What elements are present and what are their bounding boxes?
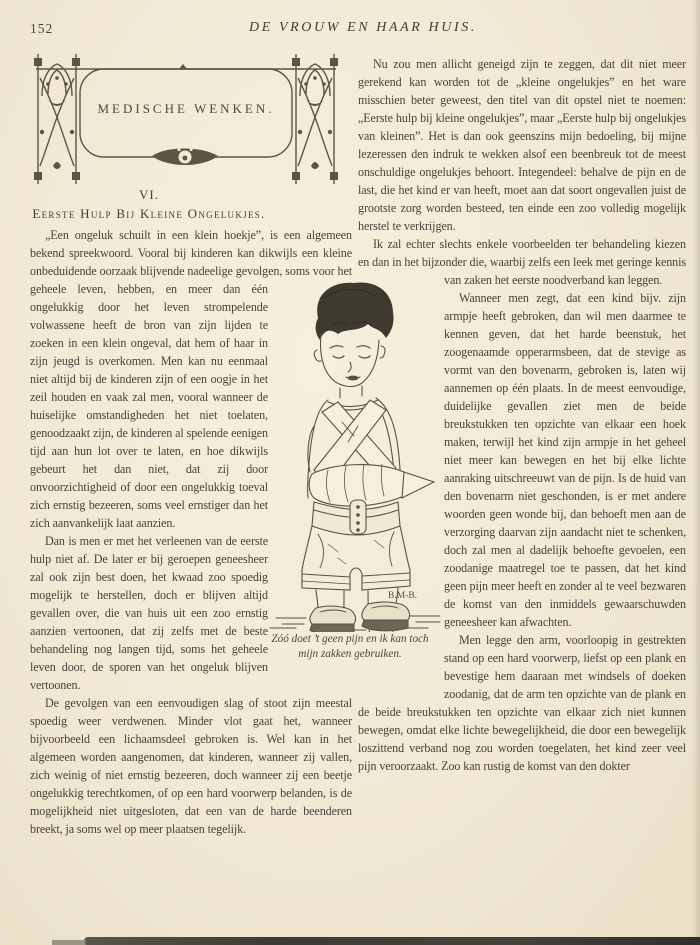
section-title: Eerste Hulp Bij Kleine Ongelukjes. [32,206,266,221]
paragraph: Dan is men er met het verleenen van de eerste hulp niet af. De later er bij geroepen geneesheer zal ook zijn best doen, het kwaad zoo spoedig mogelijk te herstellen, doch er blijven altijd gevallen over, die van huis uit een zoo ernstig aanzien vertoonen, dat zij zelfs met de beste behandeling nog langen tijd, soms het geheele leven door, de sporen van het ongeluk blijven vertoonen. [30,534,268,692]
masthead-box [28,54,344,186]
scan-artifact-strip-small [52,940,86,945]
scan-artifact-strip [84,937,700,945]
paragraph: Men legge den arm, voorloopig in gestrekten stand op een hard voorwerp, liefst op een plank en bevestige hem daaraan met windsels of doeken zoodanig, dat de arm ten opzichte van de plank en de beide breukstukken ten opzichte van elkaar zich niet kunnen bewegen, omdat elke lichte bewegelijkheid, die door een bewegelijk loszittend verband nog zou worden toegelaten, het kind zeer veel pijn veroorzaakt. Zoo kan rustig de komst van den dokter [358,633,686,773]
paragraph: De gevolgen van een eenvoudigen slag of stoot zijn meestal spoedig weer verdwenen. Minder vlot gaat het, wanneer bijvoorbeeld een lichaamsdeel gebroken is. Wel kan in het algemeen worden aangenomen, dat kinderen, wanneer zij vallen, zich weinig of niet ernstig bezeeren, doch wanneer zij een beetje ongelukkig terechtkomen, of op een hard voorwerp belanden, is de mogelijkheid niet uitgesloten, dat een van de harde beenderen breekt, ja soms wel op meer plaatsen tegelijk. [30,696,352,836]
scan-edge-shadow [693,0,700,945]
paragraph: Nu zou men allicht geneigd zijn te zeggen, dat dit niet meer gerekend kan worden tot de „kleine ongelukjes” en het ware misschien beter geweest, den titel van dit opstel niet te noemen: „Eerste hulp bij kleine ongelukjes”, maar „Eerste hulp bij ongelukjes van kleinen”. Het is dan ook geenszins mijn bedoeling, bij mijne lezeressen den indruk te wekken alsof een beenbreuk tot de meest onschuldige ongelukjes behoort. Integendeel: behalve de pijn en de last, die het kind er van heeft, moet aan dat soort ongevallen juist de grootste zorg worden besteed, ten einde een zoo volledig mogelijk herstel te verkrijgen. [358,57,686,233]
boy-with-sling-illustration [258,276,450,632]
journal-title: DE VROUW EN HAAR HUIS. [249,20,477,35]
section-number: VI. [139,187,159,202]
illustration-signature: B.M-B. [388,591,418,601]
masthead-title: MEDISCHE WENKEN. [97,101,275,116]
paragraph: Wanneer men zegt, dat een kind bijv. zijn armpje heeft gebroken, dan wil men daarmee te kennen geven, dat het harde beenstuk, het zoogenaamde opperarmsbeen, dat de stevige as vormt van den bovenarm, gebroken is, laten wij aannemen op één plaats. In de meest eenvoudige, duidelijke gevallen ziet men de beide breukstukken ten opzichte van elkaar een hoek maken, terwijl het kind zijn armpje in het geheel niet meer kan bewegen en het bij elke lichte aanraking uitschreeuwt van de pijn. Is de huid van den bovenarm niet geschonden, is er met andere woorden geen wonde bij, dan behoeft men aan de verzorging daarvan zijn aandacht niet te schenken, doch zal men al dadelijk behoefte gevoelen, een zoodanige maatregel toe te passen, dat het kind geen pijn meer heeft en zonder al te veel bezwaren de komst van den inmiddels gewaarschuwden geneesheer kan afwachten. [444,291,686,629]
ornament-frame-icon [28,54,344,186]
paragraph: Ik zal echter slechts enkele voorbeelden ter behandeling kiezen en dan in het bijzonder die, waarbij zelfs een leek met geringe kennis van zaken het eerste noodverband kan leggen. [358,237,686,287]
illustration-caption: Zóó doet ’t geen pijn en ik kan toch mijn zakken gebruiken. [271,633,429,660]
paragraph: „Een ongeluk schuilt in een klein hoekje”, is een algemeen bekend spreekwoord. Vooral bij kinderen kan dikwijls een kleine onbeduidende oorzaak blijvende nadeelige gevolgen, soms voor het geheele leven, hebben, en meer dan één ongelukkig door het leven strompelende volwassene heeft de bron van zijn lijden te zoeken in een klein ongeval, dat hem of haar in zijn jeugd is overkomen. Men kan nu eenmaal niet altijd bij de kinderen zijn of een oogje in het zeil houden en vaak zal men, vooral wanneer de huiselijke omstandigheden het niet toelaten, genoodzaakt zijn, de kinderen al spelende eenigen tijd aan hun lot over te laten, en hoe dikwijls gebeurt het dan niet, dat zij door onvoorzichtigheid of door een ongelukkig toeval zich ernstig bezeeren, soms veel ernstiger dan het zich aanvankelijk laat aanzien. [30,228,352,530]
page-number: 152 [30,21,54,36]
boy-illustration-icon [258,276,450,632]
